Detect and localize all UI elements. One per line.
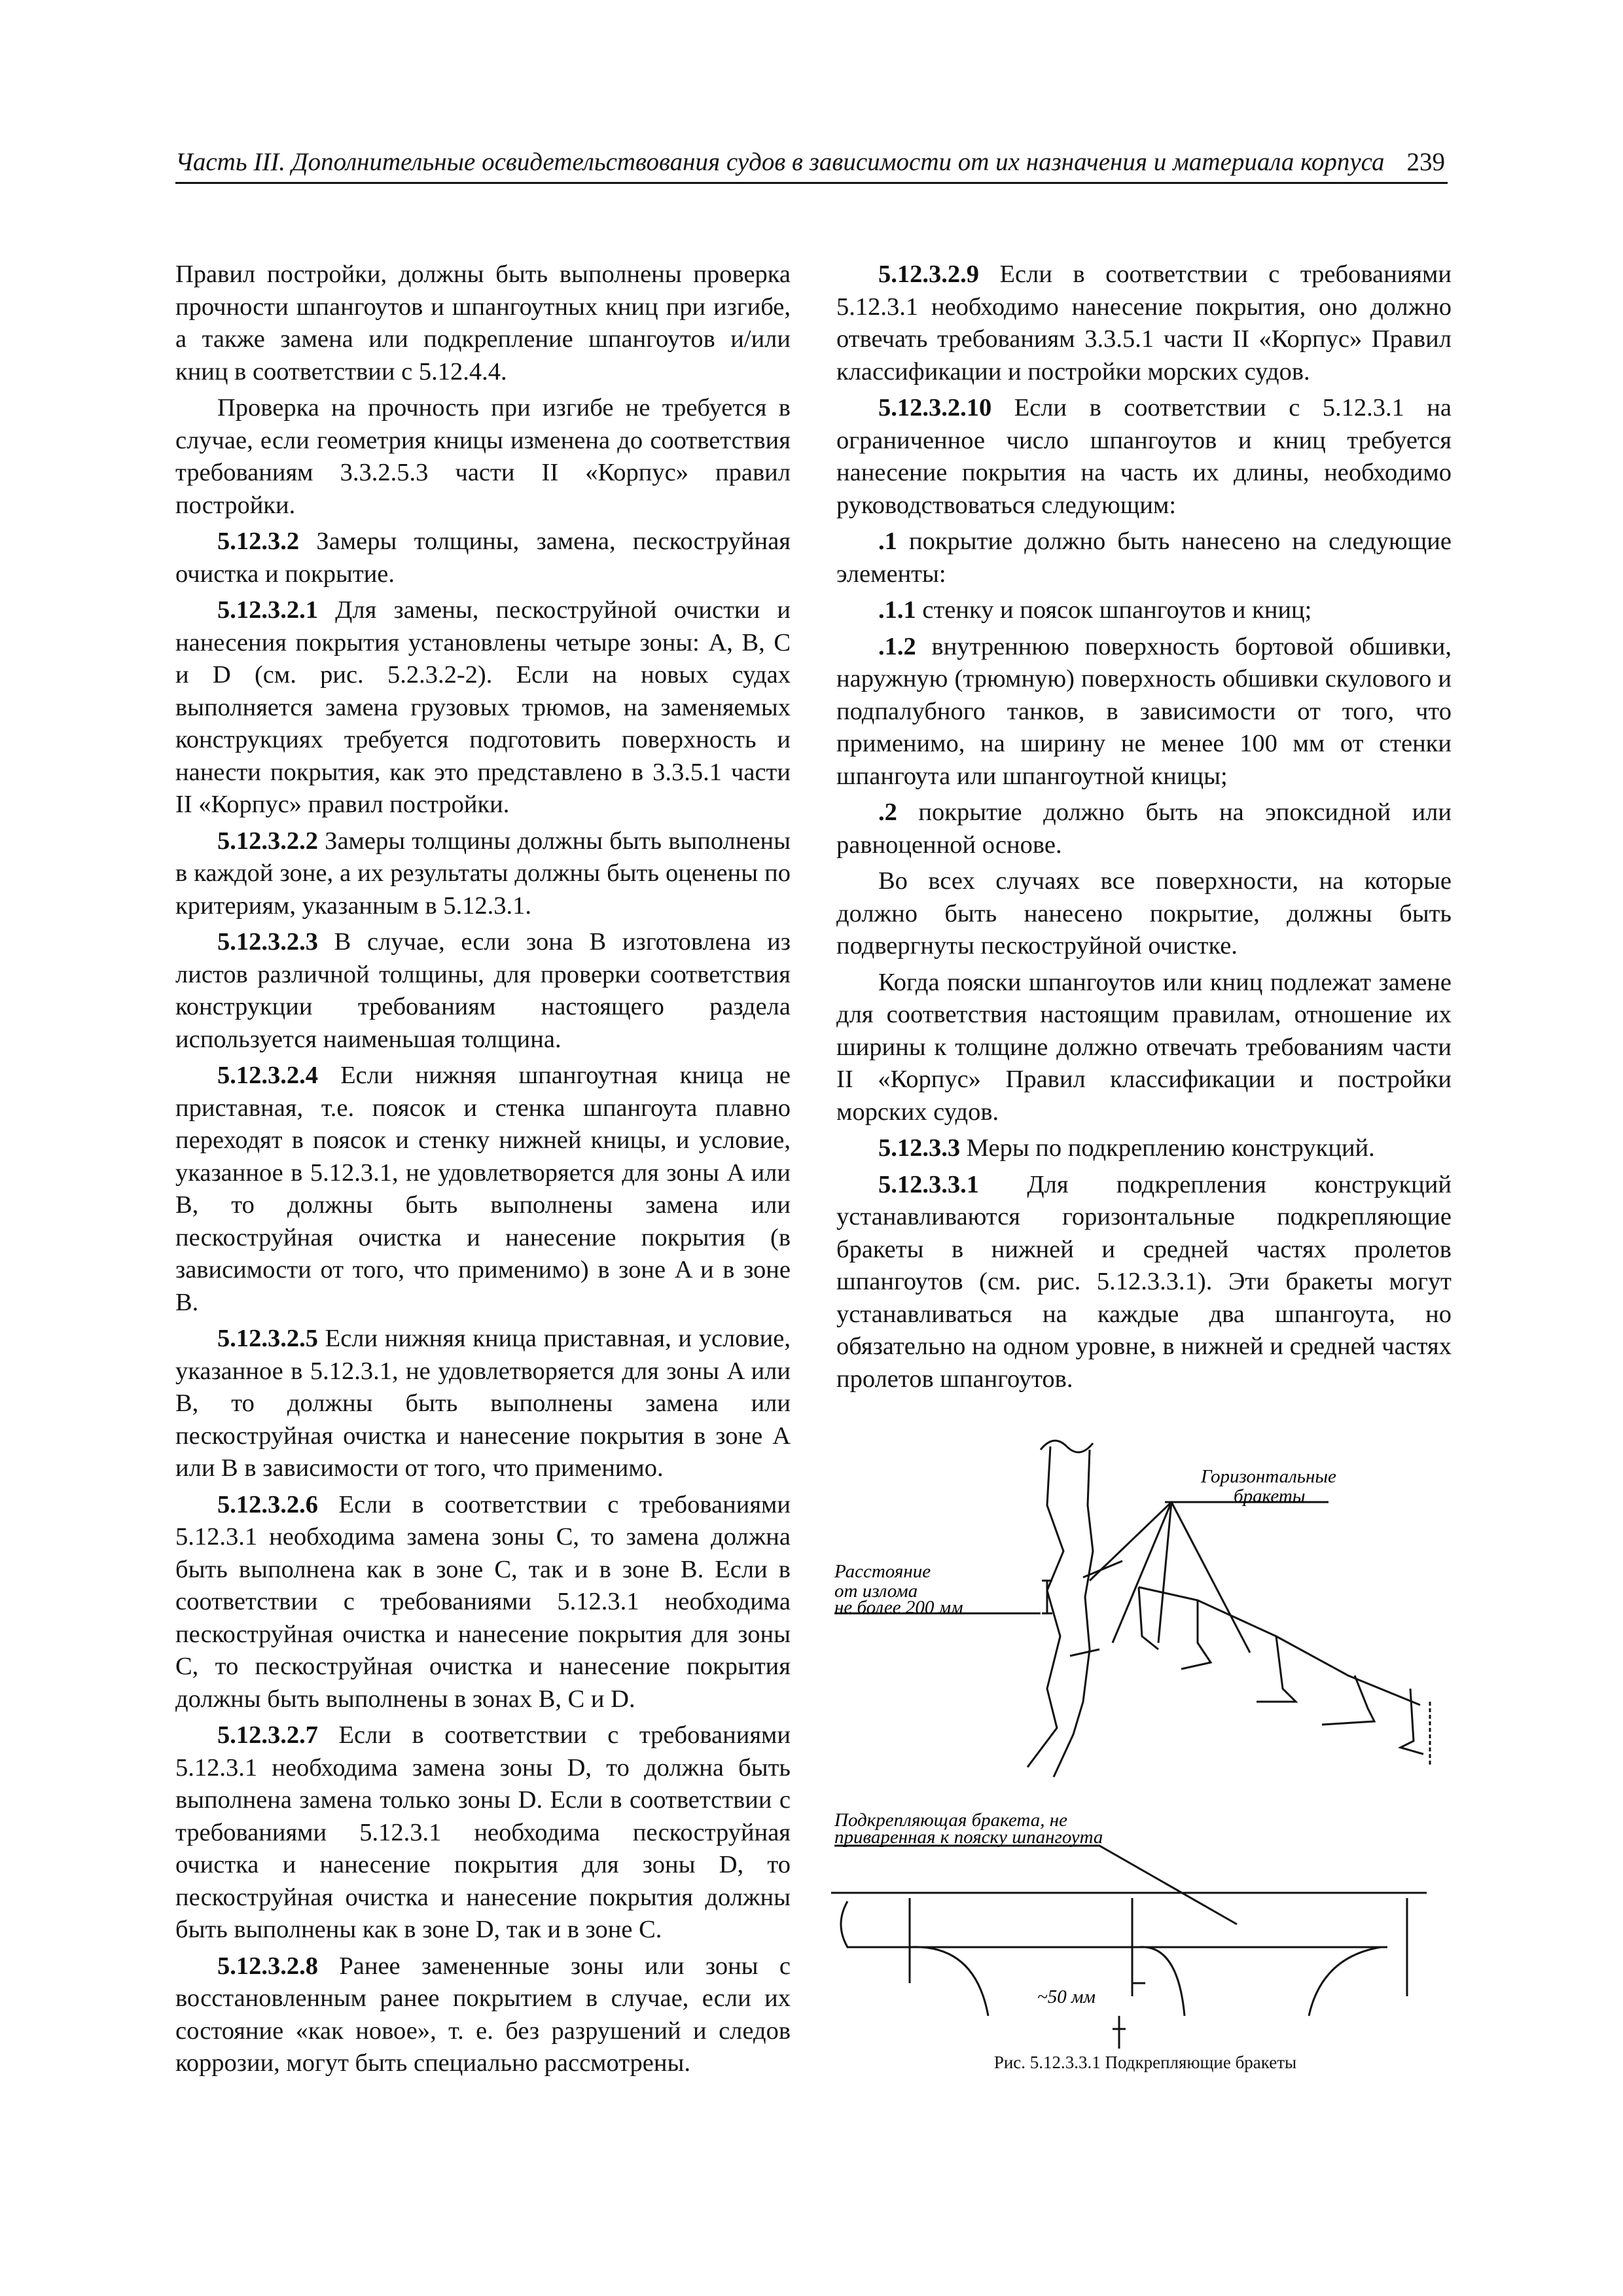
paragraph: Правил постройки, должны быть выполнены проверка прочности шпангоутов и шпангоутных книц при изгибе, а также замена или подкрепление шпангоутов и/или книц в соответствии с 5.12.4.4. xyxy=(175,260,791,386)
stiffener-1 xyxy=(1139,1587,1158,1649)
paragraph: Во всех случаях все поверхности, на которые должно быть нанесено покрытие, должны быть подвергнуты пескоструйной очистке. xyxy=(836,867,1452,960)
label-horizontal-brackets-1: Горизонтальные xyxy=(1201,1466,1336,1487)
bracket-curve-2 xyxy=(1139,1947,1185,2016)
paragraph: .1.2 внутреннюю поверхность бортовой обшивки, наружную (трюмную) поверхность обшивки скулового и подпалубного танков, в зависимости от того, что применимо, на ширину не менее 100 мм от стенки шпангоута или шпангоутной кницы; xyxy=(836,632,1452,790)
paragraph: 5.12.3.2.4 Если нижняя шпангоутная кница не приставная, т.е. поясок и стенка шпангоута плавно переходят в поясок и стенку нижней кницы, и условие, указанное в 5.12.3.1, не удовлетворяется для зоны A или B, то должны быть выполнены замена или пескоструйная очистка и нанесение покрытия (в зависимости от того, что применимо) в зоне A и в зоне B. xyxy=(175,1062,791,1316)
label-distance-3: не более 200 мм xyxy=(834,1597,963,1618)
frame-flange-line xyxy=(1054,1450,1093,1777)
leader-line-1 xyxy=(1090,1502,1171,1581)
stiffener-3 xyxy=(1257,1636,1296,1702)
frame-web-line xyxy=(1027,1446,1063,1767)
paragraph: 5.12.3.2.7 Если в соответствии с требованиями 5.12.3.1 необходима замена зоны D, то должна быть выполнена замена только зоны D. Если в соответствии с требованиями 5.12.3.1 необходима пескоструйная очистка и нанесение покрытия для зоны D, то пескоструйная очистка и нанесение покрытия должны быть выполнены как в зоне D, так и в зоне C. xyxy=(175,1721,791,1943)
deck-plate xyxy=(841,1901,1387,1947)
paragraph: 5.12.3.2.10 Если в соответствии с 5.12.3.1 на ограниченное число шпангоутов и книц требуется нанесение покрытия на часть их длины, необходимо руководствоваться следующим: xyxy=(836,394,1452,519)
bracket-arm-2 xyxy=(1070,1649,1099,1656)
paragraph: 5.12.3.2.5 Если нижняя кница приставная, и условие, указанное в 5.12.3.1, не удовлетворяется для зоны A или B, то должны быть выполнены замена или пескоструйная очистка и нанесение покрытия в зоне A или B в зависимости от того, что применимо. xyxy=(175,1325,791,1482)
page-header xyxy=(175,143,1448,184)
stiffener-2 xyxy=(1181,1600,1211,1669)
paragraph: 5.12.3.2.6 Если в соответствии с требованиями 5.12.3.1 необходима замена зоны C, то замена должна быть выполнена как в зоне C, так и в зоне B. Если в соответствии с требованиями 5.12.3.1 необходима пескоструйная очистка и нанесение покрытия для зоны C, то пескоструйная очистка и нанесение покрытия должны быть выполнены в зонах B, C и D. xyxy=(175,1490,791,1713)
support-label-underline xyxy=(834,1846,1237,1924)
figure-caption: Рис. 5.12.3.3.1 Подкрепляющие бракеты xyxy=(993,2053,1297,2072)
paragraph: Когда пояски шпангоутов или книц подлежат замене для соответствия настоящим правилам, отношение их ширины к толщине должно отвечать требованиям части II «Корпус» Правил классификации и постройки морских судов. xyxy=(836,968,1452,1126)
paragraph: 5.12.3.2.8 Ранее замененные зоны или зоны с восстановленным ранее покрытием в случае, если их состояние «как новое», т. е. без разрушений и следов коррозии, могут быть специально рассмотрены. xyxy=(175,1952,791,2077)
label-support-2: приваренная к пояску шпангоута xyxy=(834,1827,1103,1848)
page-number: 239 xyxy=(1406,148,1445,176)
paragraph: 5.12.3.2 Замеры толщины, замена, пескоструйная очистка и покрытие. xyxy=(175,528,791,588)
label-distance-2: от излома xyxy=(834,1581,918,1602)
label-horizontal-brackets-2: бракеты xyxy=(1234,1486,1306,1507)
right-column xyxy=(836,259,1452,1399)
sloped-plating-line xyxy=(1139,1587,1420,1705)
leader-line-4 xyxy=(1158,1502,1171,1643)
dimension-line xyxy=(1042,1581,1052,1613)
label-dim-50: ~50 мм xyxy=(1037,1986,1096,2007)
frame-break-top xyxy=(1041,1441,1093,1452)
bracket-curve-3 xyxy=(1309,1947,1381,2016)
paragraph: .1.1 стенку и поясок шпангоутов и книц; xyxy=(878,596,1312,624)
paragraph: .2 покрытие должно быть на эпоксидной или равноценной основе. xyxy=(836,798,1452,859)
paragraph: 5.12.3.3 Меры по подкреплению конструкций. xyxy=(878,1134,1375,1162)
bracket-curve-1 xyxy=(910,1947,988,2016)
lower-dimension xyxy=(1113,2016,1126,2049)
paragraph: 5.12.3.2.9 Если в соответствии с требованиями 5.12.3.1 необходимо нанесение покрытия, оно должно отвечать требованиям 3.3.5.1 части II «Корпус» Правил классификации и постройки морских судов. xyxy=(836,260,1452,386)
paragraph: 5.12.3.3.1 Для подкрепления конструкций устанавливаются горизонтальные подкрепляющие бракеты в нижней и средней частях пролетов шпангоутов (см. рис. 5.12.3.3.1). Эти бракеты могут устанавливаться на каждые два шпангоута, но обязательно на одном уровне, в нижней и средней частях пролетов шпангоутов. xyxy=(836,1170,1452,1393)
paragraph: 5.12.3.2.3 В случае, если зона B изготовлена из листов различной толщины, для проверки соответствия конструкции требованиям настоящего раздела используется наименьшая толщина. xyxy=(175,928,791,1053)
paragraph: .1 покрытие должно быть нанесено на следующие элементы: xyxy=(836,528,1452,588)
paragraph: 5.12.3.2.2 Замеры толщины должны быть выполнены в каждой зоне, а их результаты должны быть оценены по критериям, указанным в 5.12.3.1. xyxy=(175,827,791,920)
label-distance-1: Расстояние xyxy=(834,1561,931,1582)
label-support-1: Подкрепляющая бракета, не xyxy=(834,1810,1068,1831)
leader-line-3 xyxy=(1171,1502,1250,1653)
running-title: Часть III. Дополнительные освидетельствования судов в зависимости от их назначения и материала корпуса xyxy=(175,148,1385,176)
left-column xyxy=(175,259,791,2084)
paragraph: Проверка на прочность при изгибе не требуется в случае, если геометрия кницы изменена до соответствия требованиям 3.3.2.5.3 части II «Корпус» правил постройки. xyxy=(175,394,791,519)
bracket-figure xyxy=(831,1427,1459,2055)
paragraph: 5.12.3.2.1 Для замены, пескоструйной очистки и нанесения покрытия установлены четыре зоны: A, B, C и D (см. рис. 5.2.3.2-2). Если на новых судах выполняется замена грузовых трюмов, на заменяемых конструкциях требуется подготовить поверхность и нанести покрытия, как это представлено в 3.3.5.1 части II «Корпус» правил постройки. xyxy=(175,596,791,818)
